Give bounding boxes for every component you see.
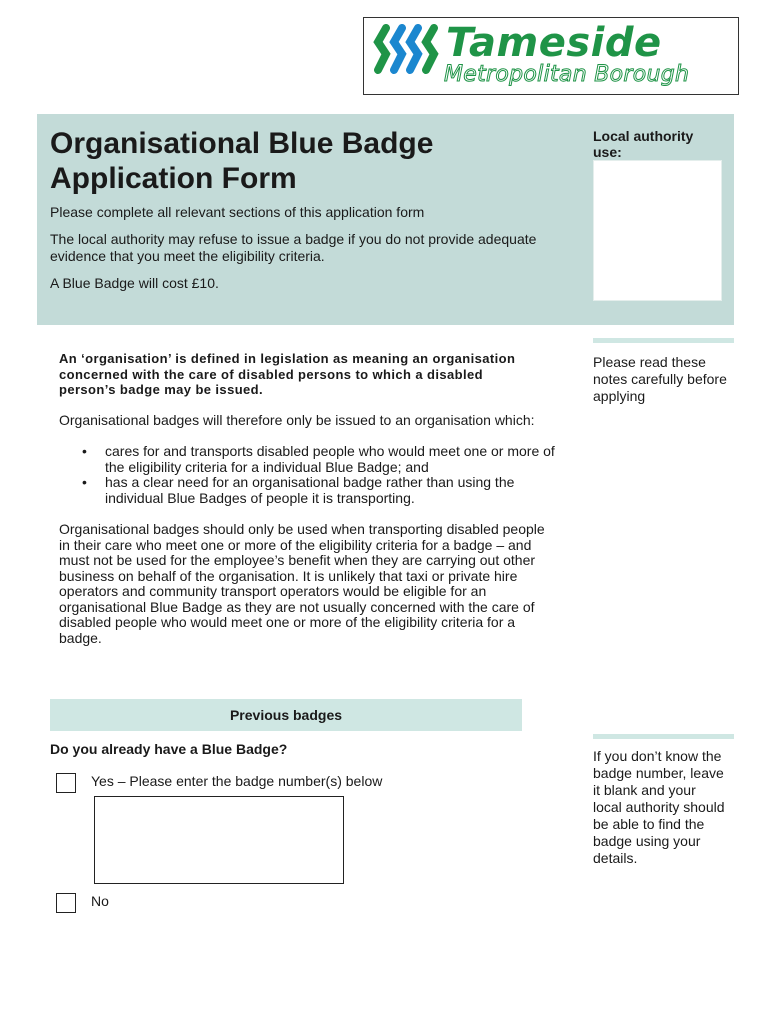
no-option-label: No <box>91 893 109 909</box>
eligibility-intro: Organisational badges will therefore only be issued to an organisation which: <box>59 412 535 428</box>
tameside-logo <box>363 17 739 95</box>
list-item <box>59 475 559 506</box>
yes-option-label: Yes – Please enter the badge number(s) below <box>91 773 383 789</box>
organisation-definition: An ‘organisation’ is defined in legislation as meaning an organisation concerned with the care of disabled persons to which a disabled person’s badge may be issued. <box>59 351 516 397</box>
side-note-badge-number: If you don’t know the badge number, leave it blank and your local authority should be able to find the badge using your details. <box>593 748 725 866</box>
badge-number-input[interactable] <box>94 796 344 884</box>
question-have-blue-badge: Do you already have a Blue Badge? <box>50 741 288 757</box>
side-note-rule <box>593 338 734 343</box>
instruction-evidence: The local authority may refuse to issue a badge if you do not provide adequate evidence that you meet the eligibility criteria. <box>50 231 537 264</box>
logo-subtitle: Metropolitan Borough <box>444 62 690 87</box>
side-note-read-carefully: Please read these notes carefully before applying <box>593 354 727 404</box>
page-title: Organisational Blue Badge Application Form <box>50 127 434 195</box>
instruction-cost: A Blue Badge will cost £10. <box>50 275 219 291</box>
list-item-text: cares for and transports disabled people who would meet one or more of the eligibility criteria for a individual Blue Badge; and <box>105 443 555 475</box>
yes-checkbox[interactable] <box>56 773 76 793</box>
instruction-complete-form: Please complete all relevant sections of this application form <box>50 204 425 220</box>
no-checkbox[interactable] <box>56 893 76 913</box>
section-header-previous-badges: Previous badges <box>50 699 522 731</box>
logo-name: Tameside <box>446 20 662 66</box>
list-item-text: has a clear need for an organisational badge rather than using the individual Blue Badges of people it is transporting. <box>105 474 515 506</box>
side-note-rule <box>593 734 734 739</box>
usage-paragraph: Organisational badges should only be used when transporting disabled people in their care who meet one or more of the eligibility criteria for a badge – and must not be used for the employee’s benefit when they are carrying out other business on behalf of the organisation. It is unlikely that taxi or private hire operators and community transport operators would be eligible for an organisational Blue Badge as they are not usually concerned with the care of disabled people who would meet one or more of the eligibility criteria for a badge. <box>59 521 545 646</box>
tameside-wave-mark-icon <box>372 24 442 76</box>
bullet-icon: • <box>82 474 87 490</box>
bullet-icon: • <box>82 443 87 459</box>
eligibility-list <box>59 444 559 506</box>
local-authority-use-label: Local authority use: <box>593 128 694 160</box>
list-item <box>59 444 559 475</box>
local-authority-use-box <box>593 160 722 301</box>
